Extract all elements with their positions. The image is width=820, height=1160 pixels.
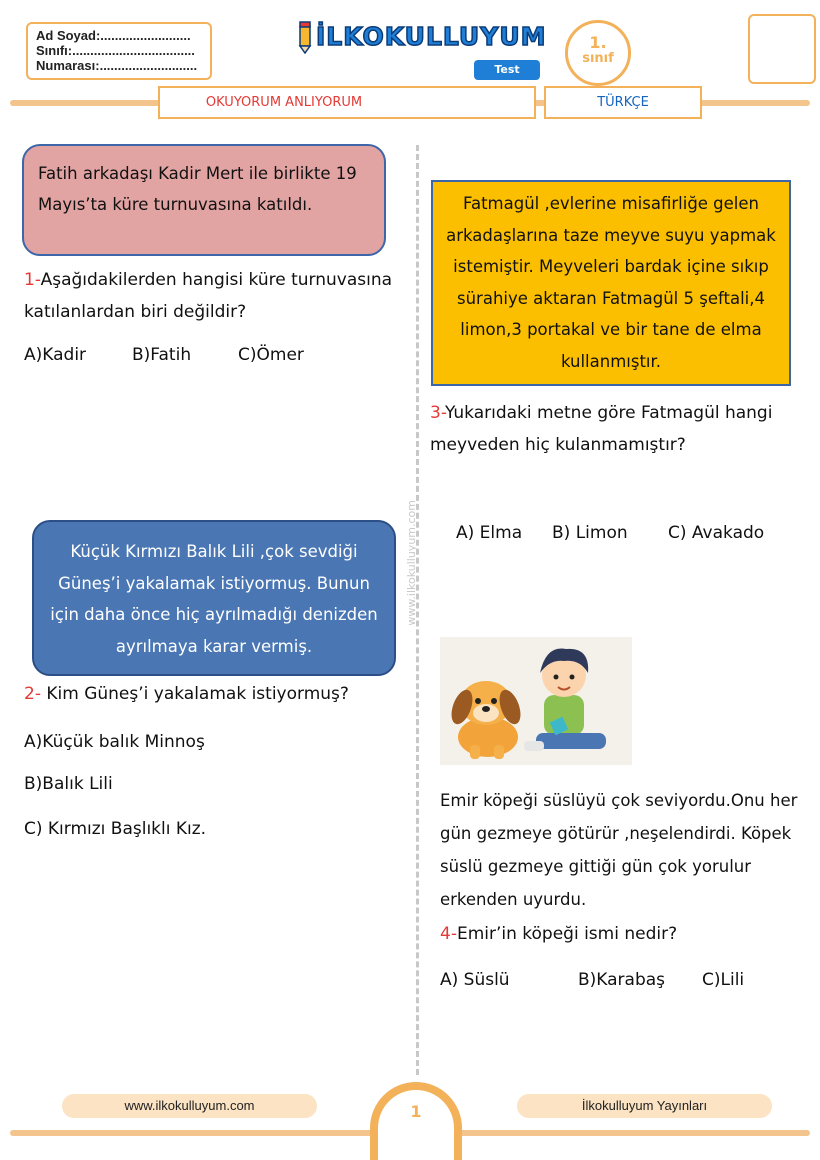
question-text: Yukarıdaki metne göre Fatmagül hangi meyveden hiç kulanmamıştır? [430,403,773,455]
footer-publisher: İlkokulluyum Yayınları [517,1094,772,1118]
question-number: 3- [430,403,445,423]
question-1 [24,264,404,328]
option-a[interactable]: A) Elma [456,523,523,543]
option-b[interactable]: B)Karabaş [578,970,666,990]
tab-subject [544,86,702,119]
question-number: 2- [24,684,41,704]
student-info-box [26,22,212,80]
name-line: Ad Soyad:......................... [36,28,191,43]
option-b[interactable]: B) Limon [552,523,628,543]
question-4-options [440,964,810,996]
page-number-arc [370,1082,462,1160]
class-line: Sınıfı:.................................. [36,43,195,58]
option-c[interactable]: C) Kırmızı Başlıklı Kız. [24,819,207,839]
dog-icon [447,681,524,759]
boy-and-dog-illustration [440,637,632,765]
question-number: 4- [440,924,457,944]
grade-word: sınıf [582,51,614,66]
option-c[interactable]: C)Ömer [238,345,304,365]
option-a[interactable]: A)Küçük balık Minnoş [24,732,205,752]
logo-text: İLKOKULLUYUM [316,22,547,51]
story-box-1: Fatih arkadaşı Kadir Mert ile birlikte 19 Mayıs’ta küre turnuvasına katıldı. [22,144,386,256]
question-number: 1- [24,270,41,290]
footer-website: www.ilkokulluyum.com [62,1094,317,1118]
story-box-3: Fatmagül ,evlerine misafirliğe gelen arkadaşlarına taze meyve suyu yapmak istemiştir. Meyveleri bardak içine sıkıp sürahiye aktaran Fatmagül 5 şeftali,4 limon,3 portakal ve bir tane de elma kullanmıştır. [431,180,791,386]
question-2 [24,678,404,710]
option-a[interactable]: A)Kadir [24,345,87,365]
story-4: Emir köpeği süslüyü çok seviyordu.Onu her gün gezmeye götürür ,neşelendirdi. Köpek süslü gezmeye gittiği gün çok yorulur erkenden uyurdu. [440,791,798,909]
question-text: Emir’in köpeği ismi nedir? [456,924,678,944]
tab-reading-comprehension [158,86,536,119]
tab-subject-label: TÜRKÇE [597,95,649,110]
score-box [748,14,816,84]
grade-badge [565,20,631,86]
brand-logo [296,18,546,80]
question-3-options [456,517,816,549]
page-number: 1 [410,1102,422,1121]
option-c[interactable]: C) Avakado [668,523,765,543]
watermark: www.ilkokulluyum.com [405,500,418,626]
story-box-2: Küçük Kırmızı Balık Lili ,çok sevdiği Güneş’i yakalamak istiyormuş. Bunun için daha önce hiç ayrılmadığı denizden ayrılmaya karar vermiş. [32,520,396,676]
question-3 [430,397,810,461]
option-b[interactable]: B)Balık Lili [24,774,113,794]
option-a[interactable]: A) Süslü [440,970,510,990]
question-1-options [24,339,404,371]
grade-number: 1. [589,33,607,52]
question-4 [440,918,810,950]
question-text: Aşağıdakilerden hangisi küre turnuvasına katılanlardan biri değildir? [24,270,393,322]
pencil-icon [296,20,314,54]
test-badge: Test [474,60,540,80]
option-b[interactable]: B)Fatih [132,345,192,365]
question-text: Kim Güneş’i yakalamak istiyormuş? [40,684,349,704]
tab-reading-label: OKUYORUM ANLIYORUM [205,95,363,110]
number-line: Numarası:........................... [36,58,198,73]
option-c[interactable]: C)Lili [702,970,745,990]
boy-icon [524,649,606,752]
